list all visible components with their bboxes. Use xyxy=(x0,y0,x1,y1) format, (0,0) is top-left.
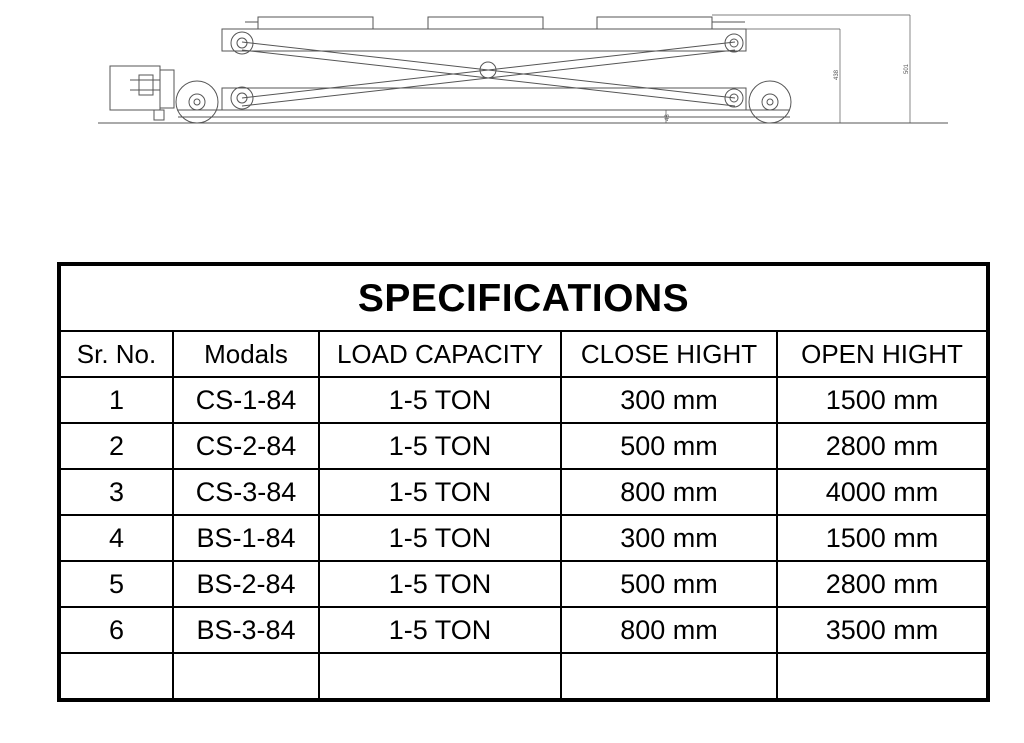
cell-sr-no: 2 xyxy=(59,423,173,469)
empty-cell xyxy=(319,653,561,700)
scissor-lift-drawing xyxy=(0,0,1024,140)
empty-cell xyxy=(777,653,988,700)
header-sr-no: Sr. No. xyxy=(59,331,173,377)
cell-close-height: 300 mm xyxy=(561,377,777,423)
table-row xyxy=(59,515,988,561)
empty-cell xyxy=(561,653,777,700)
cell-close-height: 800 mm xyxy=(561,469,777,515)
cell-close-height: 500 mm xyxy=(561,561,777,607)
top-platform-segment xyxy=(258,17,373,29)
cell-model: CS-3-84 xyxy=(173,469,319,515)
cell-model: CS-2-84 xyxy=(173,423,319,469)
cell-model: BS-2-84 xyxy=(173,561,319,607)
cell-sr-no: 6 xyxy=(59,607,173,653)
cell-load-capacity: 1-5 TON xyxy=(319,377,561,423)
dimension-label: 438 xyxy=(834,69,840,80)
cell-sr-no: 3 xyxy=(59,469,173,515)
cell-load-capacity: 1-5 TON xyxy=(319,423,561,469)
empty-cell xyxy=(59,653,173,700)
table-title: SPECIFICATIONS xyxy=(59,264,988,331)
top-platform-segment xyxy=(428,17,543,29)
cell-load-capacity: 1-5 TON xyxy=(319,607,561,653)
table-row xyxy=(59,607,988,653)
cell-open-height: 2800 mm xyxy=(777,423,988,469)
header-load-capacity: LOAD CAPACITY xyxy=(319,331,561,377)
cell-open-height: 4000 mm xyxy=(777,469,988,515)
empty-cell xyxy=(173,653,319,700)
dimension-label: 48 xyxy=(665,114,671,121)
cell-close-height: 800 mm xyxy=(561,607,777,653)
cell-load-capacity: 1-5 TON xyxy=(319,515,561,561)
table-row xyxy=(59,469,988,515)
cell-model: BS-1-84 xyxy=(173,515,319,561)
table-row xyxy=(59,561,988,607)
cell-load-capacity: 1-5 TON xyxy=(319,561,561,607)
header-close-height: CLOSE HIGHT xyxy=(561,331,777,377)
cell-close-height: 500 mm xyxy=(561,423,777,469)
cell-load-capacity: 1-5 TON xyxy=(319,469,561,515)
table-row xyxy=(59,377,988,423)
table-row xyxy=(59,423,988,469)
cell-open-height: 2800 mm xyxy=(777,561,988,607)
cell-sr-no: 1 xyxy=(59,377,173,423)
cell-sr-no: 5 xyxy=(59,561,173,607)
cell-sr-no: 4 xyxy=(59,515,173,561)
cell-model: CS-1-84 xyxy=(173,377,319,423)
header-models: Modals xyxy=(173,331,319,377)
top-frame xyxy=(222,29,746,51)
cell-open-height: 1500 mm xyxy=(777,377,988,423)
empty-row xyxy=(59,653,988,700)
dimension-label: 501 xyxy=(904,63,910,74)
header-row xyxy=(59,331,988,377)
header-open-height: OPEN HIGHT xyxy=(777,331,988,377)
specifications-table xyxy=(57,262,990,702)
cell-close-height: 300 mm xyxy=(561,515,777,561)
cell-model: BS-3-84 xyxy=(173,607,319,653)
top-platform-segment xyxy=(597,17,712,29)
cell-open-height: 1500 mm xyxy=(777,515,988,561)
cell-open-height: 3500 mm xyxy=(777,607,988,653)
